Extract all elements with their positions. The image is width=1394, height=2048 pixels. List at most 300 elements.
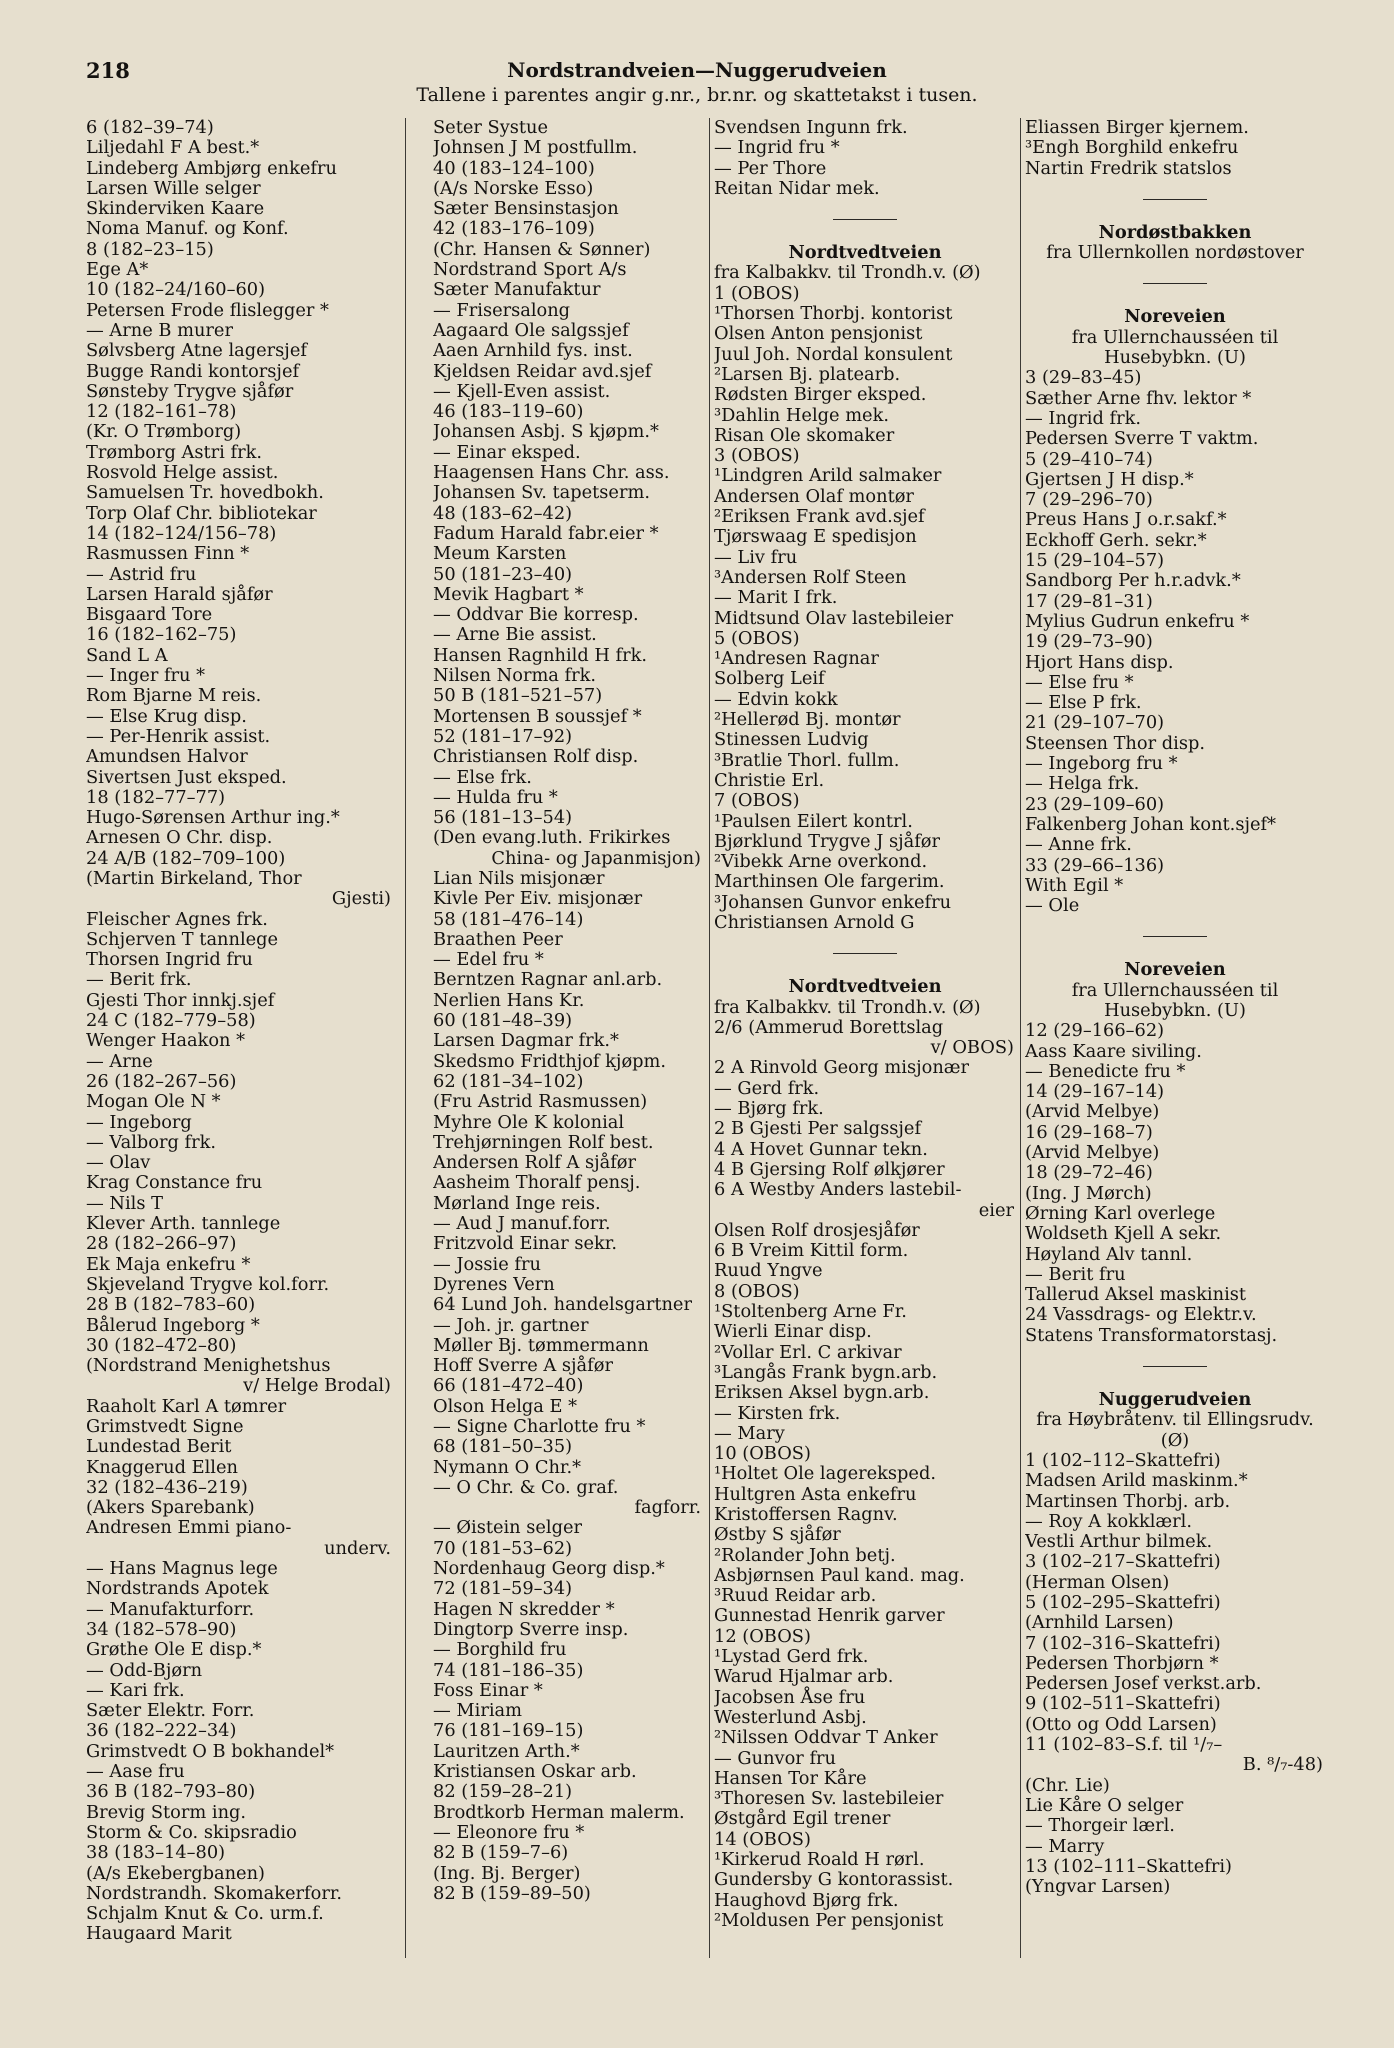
directory-entry: — Marit I frk. (714, 587, 838, 609)
entry-continuation: v/ OBOS) (930, 1037, 1014, 1059)
directory-entry: Nerlien Hans Kr. (433, 989, 585, 1011)
directory-entry: 10 (OBOS) (714, 1443, 811, 1465)
directory-entry: Petersen Frode flislegger * (86, 299, 329, 321)
directory-entry: — Aud J manuf.forr. (433, 1213, 611, 1235)
directory-entry: ¹Andresen Ragnar (714, 648, 879, 670)
column-1 (86, 118, 393, 1945)
directory-entry: Mevik Hagbart * (433, 583, 584, 605)
directory-entry: — Roy A kokklærl. (1025, 1510, 1192, 1532)
entry-continuation: underv. (324, 1537, 391, 1559)
directory-entry: ¹Lystad Gerd frk. (714, 1646, 869, 1668)
directory-entry: Braathen Peer (433, 928, 563, 950)
directory-entry: 18 (29–72–46) (1025, 1162, 1153, 1184)
directory-entry: Tallerud Aksel maskinist (1025, 1284, 1247, 1306)
directory-entry: Fritzvold Einar sekr. (433, 1233, 618, 1255)
directory-entry: Statens Transformatorstasj. (1025, 1324, 1278, 1346)
directory-entry: 74 (181–186–35) (433, 1659, 584, 1681)
directory-entry: fra Kalbakkv. til Trondh.v. (Ø) (714, 996, 981, 1018)
directory-entry: Lie Kåre O selger (1025, 1794, 1184, 1816)
directory-entry: Knaggerud Ellen (86, 1456, 238, 1478)
directory-entry: Juul Joh. Nordal konsulent (714, 343, 953, 365)
directory-entry: Nordstrandh. Skomakerforr. (86, 1882, 343, 1904)
street-description: Husebybkn. (U) (1104, 347, 1246, 369)
directory-entry: 26 (182–267–56) (86, 1070, 237, 1092)
directory-entry: Falkenberg Johan kont.sjef* (1025, 813, 1276, 835)
directory-entry: Fadum Harald fabr.eier * (433, 522, 659, 544)
directory-entry: Nilsen Norma frk. (433, 665, 597, 687)
column-4 (1025, 118, 1325, 1897)
directory-entry: 7 (OBOS) (714, 790, 800, 812)
directory-entry: Vestli Arthur bilmek. (1025, 1531, 1213, 1553)
directory-entry: Thorsen Ingrid fru (86, 949, 253, 971)
directory-entry: 58 (181–476–14) (433, 908, 584, 930)
directory-entry: Grimstvedt Signe (86, 1416, 244, 1437)
directory-entry: Grimstvedt O B bokhandel* (86, 1740, 335, 1762)
directory-entry: Christiansen Rolf disp. (433, 746, 639, 768)
directory-entry: Torp Olaf Chr. bibliotekar (86, 502, 317, 524)
directory-entry: Grøthe Ole E disp.* (86, 1639, 262, 1661)
street-heading: Noreveien (1124, 959, 1226, 981)
directory-entry: Foss Einar * (433, 1679, 543, 1701)
directory-entry: — Hulda fru * (433, 786, 558, 808)
directory-entry: Skinderviken Kaare (86, 198, 265, 220)
directory-entry: Sandborg Per h.r.advk.* (1025, 570, 1241, 592)
directory-entry: 6 (182–39–74) (86, 118, 214, 138)
street-heading: Noreveien (1124, 306, 1226, 328)
column-divider (709, 118, 710, 1958)
directory-entry: Ege A* (86, 259, 149, 281)
directory-entry: 5 (OBOS) (714, 627, 800, 649)
directory-entry: Solberg Leif (714, 668, 825, 690)
directory-entry: Meum Karsten (433, 543, 567, 565)
directory-entry: 11 (102–83–S.f. til ¹/₇– (1025, 1734, 1223, 1756)
directory-entry: Raaholt Karl A tømrer (86, 1395, 287, 1417)
entry-continuation: Gjesti) (331, 888, 391, 910)
directory-entry: — Mary (714, 1422, 785, 1444)
directory-entry: Pedersen Sverre T vaktm. (1025, 428, 1259, 450)
directory-entry: ²Rolander John betj. (714, 1544, 896, 1566)
directory-entry: 70 (181–53–62) (433, 1537, 573, 1559)
directory-entry: (Den evang.luth. Frikirkes (433, 827, 671, 849)
directory-entry: — Thorgeir lærl. (1025, 1815, 1175, 1837)
directory-entry: 66 (181–472–40) (433, 1375, 584, 1397)
directory-entry: 42 (183–176–109) (433, 218, 595, 240)
directory-entry: Fleischer Agnes frk. (86, 908, 268, 930)
directory-entry: (Fru Astrid Rasmussen) (433, 1091, 648, 1113)
directory-entry: ³Dahlin Helge mek. (714, 404, 889, 426)
street-description: (Ø) (1160, 1429, 1190, 1451)
directory-entry: 32 (182–436–219) (86, 1476, 248, 1498)
directory-entry: 4 A Hovet Gunnar tekn. (714, 1138, 928, 1160)
directory-entry: Lauritzen Arth.* (433, 1740, 580, 1762)
directory-entry: 16 (182–162–75) (86, 624, 237, 646)
directory-entry: Christiansen Arnold G (714, 911, 915, 933)
directory-entry: 17 (29–81–31) (1025, 590, 1153, 612)
section-separator (1025, 179, 1325, 223)
directory-entry: — Einar eksped. (433, 441, 581, 463)
directory-entry: — Ingeborg fru * (1025, 753, 1178, 775)
page-subtitle: Tallene i parentes angir g.nr., br.nr. og skattetakst i tusen. (416, 84, 978, 106)
directory-entry: Kristiansen Oskar arb. (433, 1761, 637, 1783)
directory-entry: 64 Lund Joh. handelsgartner (433, 1294, 692, 1316)
section-separator (1025, 1346, 1325, 1390)
street-description: fra Ullernchausséen til (1071, 979, 1279, 1001)
directory-entry: With Egil * (1025, 874, 1124, 896)
directory-entry: 2/6 (Ammerud Borettslag (714, 1016, 944, 1038)
directory-entry: ³Andersen Rolf Steen (714, 566, 907, 588)
directory-entry: Seter Systue (433, 118, 548, 138)
directory-entry: (Akers Sparebank) (86, 1497, 255, 1519)
directory-entry: Larsen Dagmar frk.* (433, 1030, 619, 1052)
directory-entry: — Benedicte fru * (1025, 1060, 1186, 1082)
directory-entry: Sæter Manufaktur (433, 279, 601, 301)
directory-entry: Aasheim Thoralf pensj. (433, 1172, 641, 1194)
directory-entry: Skjeveland Trygve kol.forr. (86, 1273, 330, 1295)
directory-entry: — Helga frk. (1025, 773, 1140, 795)
directory-entry: — Arne Bie assist. (433, 624, 597, 646)
directory-entry: Høyland Alv tannl. (1025, 1243, 1193, 1265)
entry-continuation: China- og Japanmisjon) (491, 847, 701, 869)
page-number: 218 (86, 58, 130, 83)
directory-entry: — Hans Magnus lege (86, 1558, 278, 1580)
directory-entry: — Kari frk. (86, 1679, 185, 1701)
entry-continuation: v/ Helge Brodal) (243, 1375, 391, 1397)
directory-entry: Klever Arth. tannlege (86, 1213, 281, 1235)
directory-entry: ²Vibekk Arne overkond. (714, 851, 928, 873)
street-description: Husebybkn. (U) (1104, 999, 1246, 1021)
directory-entry: ³Johansen Gunvor enkefru (714, 891, 952, 913)
directory-entry: Storm & Co. skipsradio (86, 1821, 297, 1843)
directory-entry: Sønsteby Trygve sjåfør (86, 380, 294, 402)
directory-entry: Mortensen B soussjef * (433, 705, 642, 727)
directory-entry: Kivle Per Eiv. misjonær (433, 888, 643, 910)
directory-entry: — Edel fru * (433, 949, 544, 971)
directory-entry: ¹Paulsen Eilert kontrl. (714, 810, 913, 832)
directory-entry: 2 A Rinvold Georg misjonær (714, 1057, 969, 1079)
directory-entry: — Odd-Bjørn (86, 1659, 203, 1681)
directory-entry: Olsen Rolf drosjesjåfør (714, 1219, 920, 1241)
directory-entry: — Kirsten frk. (714, 1402, 841, 1424)
directory-entry: Ek Maja enkefru * (86, 1253, 251, 1275)
directory-entry: Aagaard Ole salgssjef (433, 319, 629, 341)
directory-entry: Lindeberg Ambjørg enkefru (86, 157, 337, 179)
directory-entry: 82 B (159–89–50) (433, 1882, 591, 1904)
directory-entry: 10 (182–24/160–60) (86, 279, 266, 301)
directory-entry: 62 (181–34–102) (433, 1070, 584, 1092)
directory-entry: Lundestad Berit (86, 1436, 232, 1458)
street-heading: Nuggerudveien (1098, 1389, 1252, 1411)
directory-entry: Wenger Haakon * (86, 1030, 246, 1052)
directory-entry: — Per Thore (714, 157, 827, 179)
section-separator (714, 933, 1016, 977)
directory-entry: 6 B Vreim Kittil form. (714, 1240, 909, 1262)
directory-entry: — Berit frk. (86, 969, 192, 991)
directory-entry: Jacobsen Åse fru (714, 1686, 866, 1708)
directory-entry: — Signe Charlotte fru * (433, 1416, 646, 1437)
street-heading: Nordtvedtveien (788, 976, 942, 998)
directory-entry: Eckhoff Gerh. sekr.* (1025, 529, 1207, 551)
directory-entry: Schjerven T tannlege (86, 928, 279, 950)
directory-entry: 16 (29–168–7) (1025, 1121, 1153, 1143)
directory-entry: — Else Krug disp. (86, 705, 247, 727)
directory-entry: Sæter Bensinstasjon (433, 198, 619, 220)
street-heading: Nordøstbakken (1098, 221, 1252, 243)
directory-entry: 72 (181–59–34) (433, 1578, 573, 1600)
directory-entry: Nordenhaug Georg disp.* (433, 1558, 665, 1580)
directory-entry: Martinsen Thorbj. arb. (1025, 1490, 1231, 1512)
directory-entry: Tjørswaag E spedisjon (714, 526, 917, 548)
directory-entry: Sand L A (86, 644, 168, 666)
directory-entry: Svendsen Ingunn frk. (714, 118, 908, 138)
entry-continuation: fagforr. (634, 1497, 701, 1519)
directory-entry: — Gerd frk. (714, 1077, 820, 1099)
directory-entry: (Chr. Lie) (1025, 1774, 1110, 1796)
directory-entry: — Gunvor fru (714, 1747, 836, 1769)
directory-entry: Samuelsen Tr. hovedbokh. (86, 482, 324, 504)
directory-entry: 7 (102–316–Skattefri) (1025, 1632, 1221, 1654)
directory-entry: Marthinsen Ole fargerim. (714, 871, 945, 893)
directory-entry: — Jossie fru (433, 1253, 541, 1275)
directory-entry: 14 (OBOS) (714, 1828, 811, 1850)
street-heading: Nordtvedtveien (788, 242, 942, 264)
section-separator (1025, 916, 1325, 960)
directory-entry: — Arne B murer (86, 319, 233, 341)
directory-entry: 82 (159–28–21) (433, 1781, 573, 1803)
directory-entry: Woldseth Kjell A sekr. (1025, 1223, 1222, 1245)
directory-entry: — Valborg frk. (86, 1131, 217, 1153)
directory-entry: fra Kalbakkv. til Trondh.v. (Ø) (714, 262, 981, 284)
directory-entry: 40 (183–124–100) (433, 157, 595, 179)
directory-entry: Haugaard Marit (86, 1923, 232, 1945)
directory-entry: — Ingrid frk. (1025, 407, 1142, 429)
street-description: fra Høybråtenv. til Ellingsrudv. (1036, 1409, 1314, 1431)
directory-entry: — Anne frk. (1025, 834, 1132, 856)
directory-entry: 15 (29–104–57) (1025, 550, 1165, 572)
directory-entry: 1 (102–112–Skattefri) (1025, 1449, 1221, 1471)
directory-entry: 18 (182–77–77) (86, 786, 226, 808)
directory-entry: ³Engh Borghild enkefru (1025, 137, 1239, 159)
directory-entry: Pedersen Thorbjørn * (1025, 1652, 1219, 1674)
directory-entry: 2 B Gjesti Per salgssjef (714, 1118, 922, 1140)
directory-entry: Johnsen J M postfullm. (433, 137, 638, 159)
directory-entry: — Arne (86, 1050, 153, 1072)
directory-entry: Brevig Storm ing. (86, 1801, 247, 1823)
directory-entry: (Ing. Bj. Berger) (433, 1862, 581, 1884)
directory-entry: — Berit fru (1025, 1263, 1126, 1285)
directory-entry: Nordstrands Apotek (86, 1578, 269, 1600)
directory-entry: (Yngvar Larsen) (1025, 1876, 1171, 1898)
directory-entry: 5 (102–295–Skattefri) (1025, 1592, 1221, 1613)
directory-entry: Andersen Rolf A sjåfør (433, 1152, 636, 1174)
directory-entry: 36 (182–222–34) (86, 1720, 237, 1742)
directory-entry: 28 B (182–783–60) (86, 1294, 256, 1316)
directory-entry: ²Vollar Erl. C arkivar (714, 1341, 902, 1363)
directory-entry: — Miriam (433, 1700, 522, 1722)
directory-entry: Johansen Sv. tapetserm. (433, 482, 650, 504)
directory-entry: Aass Kaare siviling. (1025, 1040, 1202, 1062)
directory-entry: (Herman Olsen) (1025, 1571, 1170, 1593)
directory-entry: — Borghild fru (433, 1639, 567, 1661)
directory-entry: Schjalm Knut & Co. urm.f. (86, 1903, 324, 1925)
directory-entry: — Kjell-Even assist. (433, 380, 611, 402)
directory-entry: (Ing. J Mørch) (1025, 1182, 1152, 1204)
directory-entry: Østby S sjåfør (714, 1524, 841, 1546)
directory-entry: ³Langås Frank bygn.arb. (714, 1361, 938, 1383)
directory-entry: Bugge Randi kontorsjef (86, 360, 300, 382)
directory-entry: Haagensen Hans Chr. ass. (433, 462, 670, 484)
directory-entry: 3 (29–83–45) (1025, 367, 1142, 389)
directory-entry: Preus Hans J o.r.sakf.* (1025, 509, 1227, 531)
directory-entry: Hultgren Asta enkefru (714, 1483, 917, 1505)
directory-entry: 12 (OBOS) (714, 1625, 811, 1647)
directory-entry: 33 (29–66–136) (1025, 854, 1165, 876)
street-description: fra Ullernchausséen til (1071, 326, 1279, 348)
directory-entry: Sivertsen Just eksped. (86, 766, 287, 788)
directory-entry: — Ole (1025, 895, 1080, 917)
directory-entry: Stinessen Ludvig (714, 729, 869, 751)
directory-entry: 34 (182–578–90) (86, 1618, 237, 1640)
page-title: Nordstrandveien—Nuggerudveien (507, 58, 887, 82)
directory-entry: (Kr. O Trømborg) (86, 421, 242, 443)
directory-entry: Larsen Harald sjåfør (86, 583, 273, 605)
column-3 (714, 118, 1016, 1931)
directory-entry: Hjort Hans disp. (1025, 651, 1174, 673)
directory-entry: Arnesen O Chr. disp. (86, 827, 273, 849)
directory-entry: 12 (29–166–62) (1025, 1020, 1165, 1042)
directory-entry: — Frisersalong (433, 299, 571, 321)
directory-entry: — Inger fru * (86, 665, 206, 687)
directory-entry: Eriksen Aksel bygn.arb. (714, 1382, 930, 1404)
directory-entry: — Ingrid fru * (714, 137, 840, 159)
directory-entry: Hugo-Sørensen Arthur ing.* (86, 807, 340, 829)
directory-entry: — Per-Henrik assist. (86, 725, 271, 747)
directory-entry: — Joh. jr. gartner (433, 1314, 589, 1336)
directory-entry: 12 (182–161–78) (86, 401, 237, 423)
directory-entry: — Oddvar Bie korresp. (433, 604, 639, 626)
entry-continuation: eier (978, 1199, 1014, 1221)
directory-entry: Madsen Arild maskinm.* (1025, 1470, 1248, 1492)
directory-entry: Rom Bjarne M reis. (86, 685, 262, 707)
directory-entry: Mørland Inge reis. (433, 1192, 601, 1214)
directory-entry: — Eleonore fru * (433, 1821, 585, 1843)
directory-entry: Midtsund Olav lastebileier (714, 607, 954, 629)
directory-entry: (Arnhild Larsen) (1025, 1612, 1174, 1634)
directory-entry: Aaen Arnhild fys. inst. (433, 340, 633, 362)
directory-entry: Skedsmo Fridthjof kjøpm. (433, 1050, 667, 1072)
directory-entry: Dingtorp Sverre insp. (433, 1618, 629, 1640)
directory-entry: — Astrid fru (86, 563, 197, 585)
directory-entry: (A/s Norske Esso) (433, 177, 594, 199)
directory-entry: Steensen Thor disp. (1025, 732, 1205, 754)
directory-entry: ¹Kirkerud Roald H rørl. (714, 1849, 925, 1871)
directory-entry: Rosvold Helge assist. (86, 462, 279, 484)
directory-entry: Olson Helga E * (433, 1395, 578, 1417)
directory-entry: Rasmussen Finn * (86, 543, 250, 565)
directory-entry: ³Ruud Reidar arb. (714, 1585, 877, 1607)
directory-entry: Trehjørningen Rolf best. (433, 1131, 654, 1153)
directory-entry: 52 (181–17–92) (433, 725, 573, 747)
directory-entry: 3 (102–217–Skattefri) (1025, 1551, 1221, 1573)
directory-entry: Haughovd Bjørg frk. (714, 1889, 899, 1911)
directory-entry: 50 B (181–521–57) (433, 685, 603, 707)
directory-entry: Hagen N skredder * (433, 1598, 615, 1620)
directory-entry: — Manufakturforr. (86, 1598, 255, 1620)
directory-entry: Noma Manuf. og Konf. (86, 218, 289, 240)
directory-entry: Mogan Ole N * (86, 1091, 221, 1113)
directory-entry: Sæther Arne fhv. lektor * (1025, 387, 1252, 409)
directory-entry: ²Hellerød Bj. montør (714, 709, 901, 731)
directory-entry: Sæter Elektr. Forr. (86, 1700, 255, 1722)
directory-entry: Gjesti Thor innkj.sjef (86, 989, 275, 1011)
directory-entry: — Marry (1025, 1835, 1105, 1857)
section-separator (714, 199, 1016, 243)
directory-entry: — Aase fru (86, 1761, 185, 1783)
directory-entry: Nartin Fredrik statslos (1025, 157, 1232, 179)
directory-entry: (Arvid Melbye) (1025, 1142, 1160, 1164)
directory-entry: Risan Ole skomaker (714, 424, 895, 446)
directory-entry: 28 (182–266–97) (86, 1233, 237, 1255)
directory-entry: 48 (183–62–42) (433, 502, 573, 524)
column-divider (405, 118, 406, 1958)
directory-entry: 6 A Westby Anders lastebil- (714, 1179, 962, 1201)
directory-entry: — Øistein selger (433, 1517, 583, 1539)
directory-entry: Liljedahl F A best.* (86, 137, 260, 159)
directory-entry: Rødsten Birger eksped. (714, 384, 927, 406)
directory-entry: Warud Hjalmar arb. (714, 1666, 894, 1688)
directory-entry: 38 (183–14–80) (86, 1842, 226, 1864)
directory-entry: 9 (102–511–Skattefri) (1025, 1693, 1221, 1715)
directory-entry: — Bjørg frk. (714, 1098, 824, 1120)
directory-entry: 8 (182–23–15) (86, 238, 214, 260)
directory-entry: Bjørklund Trygve J sjåfør (714, 830, 940, 852)
street-description: fra Ullernkollen nordøstover (1046, 242, 1304, 264)
directory-entry: 50 (181–23–40) (433, 563, 573, 585)
directory-entry: Ruud Yngve (714, 1260, 823, 1282)
directory-entry: Reitan Nidar mek. (714, 177, 880, 199)
directory-entry: Bisgaard Tore (86, 604, 213, 626)
directory-entry: 36 B (182–793–80) (86, 1781, 256, 1803)
directory-entry: Eliassen Birger kjernem. (1025, 118, 1249, 138)
directory-entry: Pedersen Josef verkst.arb. (1025, 1673, 1262, 1695)
directory-entry: Hansen Tor Kåre (714, 1767, 867, 1789)
directory-entry: 68 (181–50–35) (433, 1436, 573, 1458)
directory-entry: (Martin Birkeland, Thor (86, 867, 302, 889)
directory-entry: Trømborg Astri frk. (86, 441, 263, 463)
directory-entry: (A/s Ekebergbanen) (86, 1862, 265, 1884)
directory-entry: 14 (182–124/156–78) (86, 522, 277, 544)
directory-entry: ¹Thorsen Thorbj. kontorist (714, 303, 953, 325)
directory-entry: 24 A/B (182–709–100) (86, 847, 286, 869)
directory-entry: — Nils T (86, 1192, 164, 1214)
directory-entry: 24 C (182–779–58) (86, 1010, 256, 1032)
directory-entry: 76 (181–169–15) (433, 1720, 584, 1742)
directory-entry: (Chr. Hansen & Sønner) (433, 238, 651, 260)
directory-entry: Nymann O Chr.* (433, 1456, 581, 1478)
directory-entry: Wierli Einar disp. (714, 1321, 872, 1343)
directory-entry: — O Chr. & Co. graf. (433, 1476, 619, 1498)
directory-entry: Christie Erl. (714, 769, 825, 791)
directory-entry: Kristoffersen Ragnv. (714, 1504, 898, 1525)
directory-entry: 7 (29–296–70) (1025, 489, 1153, 511)
directory-entry: Kjeldsen Reidar avd.sjef (433, 360, 652, 382)
directory-entry: Gundersby G kontorassist. (714, 1869, 954, 1891)
column-divider (1020, 118, 1021, 1958)
directory-entry: 24 Vassdrags- og Elektr.v. (1025, 1304, 1257, 1326)
directory-entry: — Olav (86, 1152, 151, 1174)
directory-entry: Dyrenes Vern (433, 1273, 555, 1295)
directory-entry: — Else frk. (433, 766, 532, 788)
directory-entry: Amundsen Halvor (86, 746, 248, 768)
